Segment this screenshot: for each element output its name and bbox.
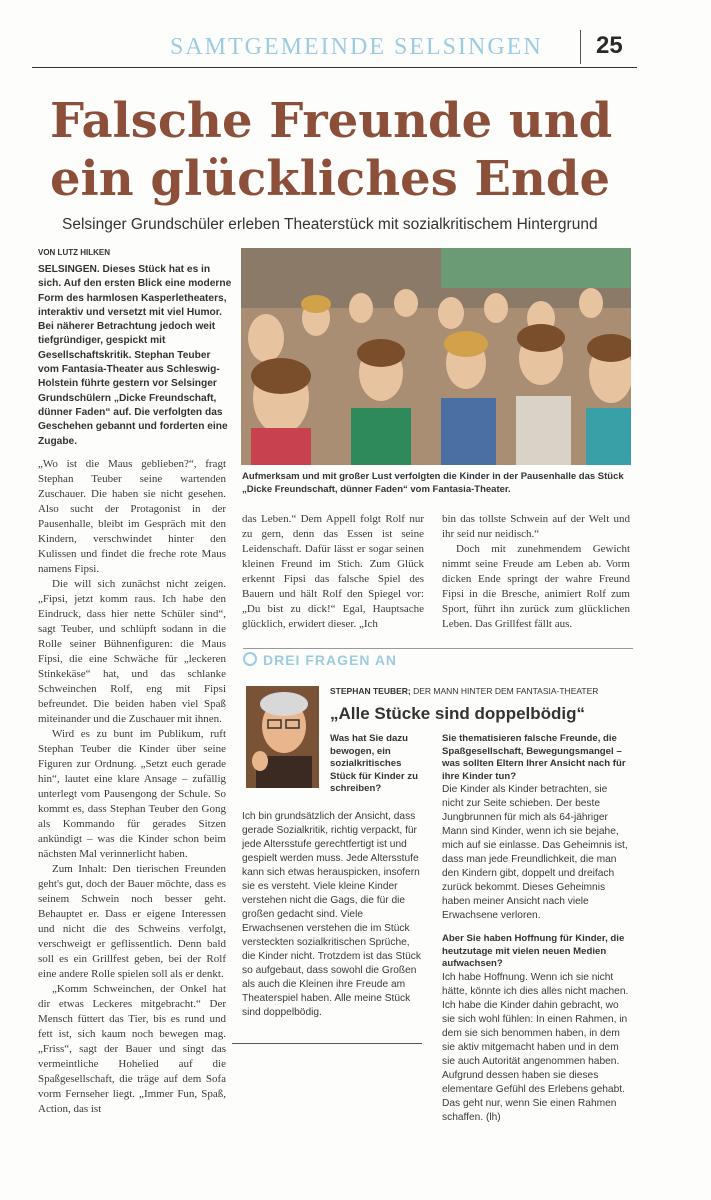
headline: [50, 92, 650, 208]
question-text: Was hat Sie dazu bewogen, ein sozialkritisches Stück für Kinder zu schreiben?: [330, 733, 418, 794]
bullet-icon: [243, 652, 257, 666]
paragraph: Doch mit zunehmendem Gewicht nimmt seine Freude am Leben ab. Vorm dicken Ende springt der wahre Freund Fipsi in die Bresche, animiert Rolf zum Sport, führt ihn zurück zum glücklichen Leben. Das Grillfest fällt aus.: [442, 543, 630, 630]
article-photo: [241, 248, 631, 465]
paragraph: Wird es zu bunt im Publikum, ruft Stephan Teuber die Kinder über seine Figuren zur Ordnung. „Setzt euch gerade hin“, lautet eine klare Ansage – zufällig unterlegt vom Pausengong der Schule. So kommt es, dass Stephan Teuber den Gong als Kommando für gerades Sitzen ankündigt – was die Kinder schon beim nächsten Mal verinnerlicht haben.: [38, 728, 226, 860]
paragraph: Die will sich zunächst nicht zeigen. „Fipsi, jetzt komm raus. Ich habe den Eindruck, dass hier nette Schüler sind“, sagt Teuber, und schlüpft sodann in die Rolle seiner Bühnenfiguren: die Maus Fipsi, die eine Schwäche für „leckeren Stinkekäse“ hat, und das schlanke Schweinchen Rolf, eng mit Fipsi befreundet. Die beiden haben viel Spaß miteinander und die Zuschauer mit ihnen.: [38, 578, 226, 725]
interviewee-portrait: [246, 686, 319, 788]
paragraph: das Leben.“ Dem Appell folgt Rolf nur zu gern, denn das Essen ist seine Leidenschaft. Dafür lässt er sogar seinen kleinen Freund im Stich. Zum Glück erkennt Fipsi das falsche Spiel des Bauern und hält Rolf den Spiegel vor: „Du bist zu dick!“ Egal, Hauptsache glücklich, erwidert dieser. „Ich: [242, 513, 424, 630]
column-end-rule: [232, 1043, 422, 1044]
interview-answer-1: [242, 810, 422, 1030]
paragraph: Zum Inhalt: Den tierischen Freunden geht's gut, doch der Bauer möchte, dass es seinem Schwein noch besser geht. Behauptet er. Dass er eigene Interessen und nicht die des Schweins verfolgt, verschweigt er geflissentlich. Denn bald soll es ein Grillfest geben, bei der Rolf eine andere Rolle spielen soll als er denkt.: [38, 863, 226, 980]
interviewee-name: STEPHAN TEUBER;: [330, 686, 411, 696]
section-title: SAMTGEMEINDE SELSINGEN: [170, 34, 543, 60]
page-number: 25: [596, 32, 623, 59]
interview-title: „Alle Stücke sind doppelbödig“: [330, 704, 586, 723]
byline: VON LUTZ HILKEN: [38, 248, 110, 257]
interview-rule: [243, 648, 633, 649]
interview-column-2: [442, 733, 630, 1135]
question-text: Sie thematisieren falsche Freunde, die Spaßgesellschaft, Bewegungsmangel – was sollten Eltern Ihrer Ansicht nach für ihre Kinder tun?: [442, 733, 626, 782]
answer-text: Ich bin grundsätzlich der Ansicht, dass gerade Sozialkritik, richtig verpackt, für jede Altersstufe gerechtfertigt ist und gespielt werden muss. Jede Altersstufe kann sich etwas herauspicken, insofern sie es versteht. Viele kleine Kinder verstehen nicht die Gags, die für die großen gedacht sind. Viele Erwachsenen verstehen die im Stück versteckten sozialkritischen Sprüche, die Kinder nicht. Trotzdem ist das Stück so aufgebaut, dass sowohl die Großen als auch die Kleinen ihre Freude am Theaterspiel haben. Alle meine Stück sind doppelbödig.: [242, 811, 421, 1018]
interview-section-title: [243, 652, 397, 668]
interview-question-1: [330, 733, 426, 796]
lead-paragraph: SELSINGEN. Dieses Stück hat es in sich. Auf den ersten Blick eine moderne Form des harmlosen Kasperletheaters, interaktiv und versetzt mit viel Humor. Bei näherer Betrachtung jedoch weit tiefgründiger, gespickt mit Gesellschaftskritik. Stephan Teuber vom Fantasia-Theater aus Schleswig-Holstein führte gestern vor Selsinger Grundschülern „Dicke Freundschaft, dünner Faden“ auf. Die verfolgten das Geschehen gebannt und forderten eine Zugabe.: [38, 264, 232, 447]
interviewee-role: DER MANN HINTER DEM FANTASIA-THEATER: [410, 686, 599, 696]
subheadline: Selsinger Grundschüler erleben Theaterstück mit sozialkritischem Hintergrund: [62, 216, 598, 233]
interview-label: [330, 686, 598, 696]
portrait-photo: [246, 686, 319, 788]
children-audience-photo: [241, 248, 631, 465]
header-rule: [32, 67, 637, 68]
headline-line-1: Falsche Freunde und: [50, 93, 613, 149]
paragraph: „Wo ist die Maus geblieben?“, fragt Stephan Teuber seine wartenden Zuschauer. Die haben sie nicht gesehen. Also sucht der Protagonist in der Pausenhalle, bleibt im Gespräch mit den Kindern, verschwindet hinter den Kulissen und findet die freche rote Maus namens Fipsi.: [38, 458, 226, 575]
paragraph: „Komm Schweinchen, der Onkel hat dir etwas Leckeres mitgebracht.“ Der Mensch füttert das Tier, bis es rund und fett ist, sich kaum noch bewegen mag. „Friss“, sagt der Bauer und singt das vermeintliche Hohelied auf die Spaßgesellschaft, die träge auf dem Sofa vorm Fernseher liegt. „Immer Fun, Spaß, Action, das ist: [38, 983, 226, 1115]
article-column-1: [38, 457, 226, 1117]
answer-text: Die Kinder als Kinder betrachten, sie nicht zur Seite schieben. Der beste Jungbrunnen für mich als 64-jähriger Mann sind Kinder, wenn ich sie bejahe, mich auf sie einlasse. Das Geheimnis ist, dass man jede Freundlichkeit, die man den Kindern gibt, doppelt und dreifach zurück bekommt. Dieses Geheimnis haben meiner Ansicht nach viele Erwachsene verloren.: [442, 784, 628, 921]
article-column-3: [442, 512, 630, 632]
interview-section-label: DREI FRAGEN AN: [263, 652, 398, 668]
article-column-2: [242, 512, 424, 632]
paragraph: bin das tollste Schwein auf der Welt und ihr seid nur neidisch.“: [442, 513, 630, 540]
header-separator: [580, 30, 581, 64]
headline-line-2: ein glückliches Ende: [50, 151, 611, 207]
question-text: Aber Sie haben Hoffnung für Kinder, die heutzutage mit vielen neuen Medien aufwachsen?: [442, 933, 625, 969]
photo-caption: Aufmerksam und mit großer Lust verfolgten die Kinder in der Pausenhalle das Stück „Dicke Freundschaft, dünner Faden“ vom Fantasia-Theater.: [242, 471, 624, 495]
answer-text: Ich habe Hoffnung. Wenn ich sie nicht hätte, könnte ich dies alles nicht machen. Ich habe die Kinder dahin gebracht, wo sie sich wohl fühlen: In einen Rahmen, in dem sie sich benommen haben, in dem sie aktiv mitgemacht haben und in dem sie auch Autorität angenommen haben. Aufgrund dessen haben sie dieses elementare Gefühl des Erlebens gehabt. Das geht nur, wenn Sie einen Rahmen schaffen. (lh): [442, 971, 629, 1123]
